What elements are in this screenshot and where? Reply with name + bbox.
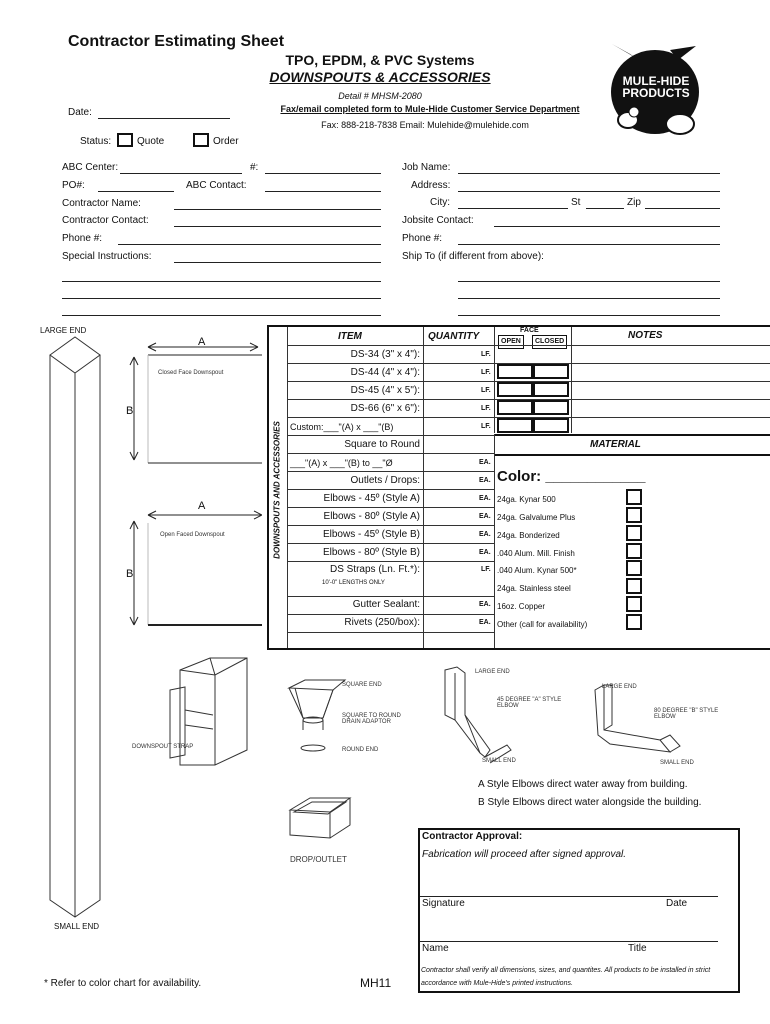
special-instructions-line-3[interactable] <box>62 298 381 299</box>
po-field[interactable] <box>98 191 174 192</box>
material-copper-checkbox[interactable] <box>626 596 642 612</box>
material-bonderized-checkbox[interactable] <box>626 525 642 541</box>
material-alum-mill-checkbox[interactable] <box>626 543 642 559</box>
contractor-name-label: Contractor Name: <box>62 198 141 209</box>
abc-center-field[interactable] <box>120 173 242 174</box>
city-field[interactable] <box>458 208 568 209</box>
row-unit-outlets: EA. <box>479 477 491 484</box>
form-code: MH11 <box>360 976 392 990</box>
row-item-ds44: DS-44 (4" x 4"): <box>350 367 420 378</box>
material-alum-kynar: .040 Alum. Kynar 500* <box>497 566 577 575</box>
material-other-checkbox[interactable] <box>626 614 642 630</box>
material-other: Other (call for availability) <box>497 620 588 629</box>
abc-contact-field[interactable] <box>265 191 381 192</box>
page-title: Contractor Estimating Sheet <box>68 33 285 50</box>
approval-disclaimer: Contractor shall verify all dimensions, sizes, and quantites. All products to be installed in strict accordance with Mule-Hide's printed instructions. <box>421 967 711 987</box>
downspout-strap-sketch <box>125 655 265 770</box>
detail-number: Detail # MHSM-2080 <box>338 91 422 101</box>
elbow-a-large-end: LARGE END <box>475 669 510 675</box>
row-unit-elbow45b: EA. <box>479 531 491 538</box>
dimension-a-label: A <box>198 336 206 348</box>
title-label: Title <box>628 943 647 954</box>
face-closed-ds45[interactable] <box>533 382 569 397</box>
side-label-box <box>264 390 290 590</box>
quote-label: Quote <box>137 136 165 147</box>
row-unit-custom: LF. <box>481 423 491 430</box>
dimension-b-label: B <box>126 405 134 417</box>
row-item-sealant: Gutter Sealant: <box>352 599 420 610</box>
elbow-b-name: 80 DEGREE "B" STYLE ELBOW <box>654 708 719 720</box>
table-divider <box>287 507 494 508</box>
footer-note: * Refer to color chart for availability. <box>44 978 202 989</box>
row-item-square-round-dims: ___"(A) x ___"(B) to __"Ø <box>290 458 393 468</box>
elbow-a-sketch <box>435 665 545 770</box>
row-unit-square-round: EA. <box>479 459 491 466</box>
zip-label: Zip <box>627 197 641 208</box>
logo-text-products: PRODUCTS <box>622 86 690 100</box>
row-item-custom: Custom:___"(A) x ___"(B) <box>290 422 394 432</box>
special-instructions-line-1[interactable] <box>174 262 381 263</box>
material-galvalume: 24ga. Galvalume Plus <box>497 513 576 522</box>
row-item-elbow45b: Elbows - 45º (Style B) <box>322 529 420 540</box>
table-divider <box>287 453 494 454</box>
phone2-label: Phone #: <box>402 233 443 244</box>
subtitle-systems: TPO, EPDM, & PVC Systems <box>285 52 475 68</box>
row-item-elbow45a: Elbows - 45º (Style A) <box>323 493 420 504</box>
side-vertical-label: DOWNSPOUTS AND ACCESSORIES <box>272 421 282 559</box>
ship-to-line-1[interactable] <box>458 281 720 282</box>
row-unit-elbow80a: EA. <box>479 513 491 520</box>
material-bonderized: 24ga. Bonderized <box>497 531 560 540</box>
quote-checkbox[interactable] <box>117 133 133 147</box>
address-label: Address: <box>411 180 451 191</box>
material-kynar-checkbox[interactable] <box>626 489 642 505</box>
signature-line[interactable] <box>420 896 718 897</box>
row-unit-ds34: LF. <box>481 351 491 358</box>
order-label: Order <box>213 136 239 147</box>
style-b-note: B Style Elbows direct water alongside the building. <box>478 797 702 808</box>
small-end-label: SMALL END <box>54 922 100 931</box>
downspout-strap-label: DOWNSPOUT STRAP <box>132 744 194 750</box>
elbow-b-large-end: LARGE END <box>602 684 637 690</box>
col-header-face: FACE <box>520 327 539 334</box>
face-closed-custom[interactable] <box>533 418 569 433</box>
table-divider <box>287 489 494 490</box>
row-unit-rivets: EA. <box>479 619 491 626</box>
large-end-label: LARGE END <box>40 326 87 335</box>
row-unit-ds66: LF. <box>481 405 491 412</box>
job-name-field[interactable] <box>458 173 720 174</box>
table-divider <box>494 434 495 454</box>
contractor-name-field[interactable] <box>174 209 381 210</box>
material-copper: 16oz. Copper <box>497 602 546 611</box>
face-closed-ds44[interactable] <box>533 364 569 379</box>
elbow-a-name: 45 DEGREE "A" STYLE ELBOW <box>497 697 562 709</box>
face-open-ds66[interactable] <box>497 400 533 415</box>
jobsite-contact-field[interactable] <box>494 226 720 227</box>
table-divider <box>494 434 770 436</box>
dimension-a2-label: A <box>198 500 206 512</box>
table-divider <box>494 454 495 648</box>
table-divider <box>287 596 494 597</box>
open-face-label: Open Faced Downspout <box>160 532 225 538</box>
col-header-closed: CLOSED <box>532 335 567 349</box>
zip-field[interactable] <box>645 208 720 209</box>
table-divider <box>287 345 770 346</box>
name-label: Name <box>422 943 449 954</box>
material-kynar: 24ga. Kynar 500 <box>497 495 556 504</box>
fax-instruction: Fax/email completed form to Mule-Hide Customer Service Department <box>280 104 580 114</box>
material-alum-kynar-checkbox[interactable] <box>626 560 642 576</box>
straps-note: 10'-0" LENGTHS ONLY <box>322 580 385 586</box>
mule-hide-logo <box>600 40 710 140</box>
ship-to-line-2[interactable] <box>458 298 720 299</box>
status-label: Status: <box>80 136 112 147</box>
square-to-round-label: SQUARE TO ROUND DRAIN ADAPTOR <box>342 713 401 725</box>
ship-to-line-3[interactable] <box>458 315 720 316</box>
city-label: City: <box>430 197 450 208</box>
contractor-contact-field[interactable] <box>174 226 381 227</box>
special-instructions-line-4[interactable] <box>62 315 381 316</box>
address-field[interactable] <box>458 191 720 192</box>
approval-date-label: Date <box>666 898 688 909</box>
col-header-notes: NOTES <box>628 330 663 341</box>
name-line[interactable] <box>420 941 718 942</box>
table-divider <box>287 525 494 526</box>
row-item-straps: DS Straps (Ln. Ft.*): <box>329 564 420 575</box>
face-open-ds44[interactable] <box>497 364 533 379</box>
elbow-b-small-end: SMALL END <box>660 760 694 766</box>
face-closed-ds66[interactable] <box>533 400 569 415</box>
closed-face-label: Closed Face Downspout <box>158 370 224 376</box>
state-field[interactable] <box>586 208 624 209</box>
row-item-elbow80b: Elbows - 80º (Style B) <box>322 547 420 558</box>
ship-to-label: Ship To (if different from above): <box>402 251 544 262</box>
row-unit-elbow80b: EA. <box>479 549 491 556</box>
dimension-b2-label: B <box>126 568 134 580</box>
row-unit-ds45: LF. <box>481 387 491 394</box>
table-divider <box>287 543 494 544</box>
row-item-elbow80a: Elbows - 80º (Style A) <box>323 511 420 522</box>
contractor-contact-label: Contractor Contact: <box>62 215 149 226</box>
face-open-custom[interactable] <box>497 418 533 433</box>
elbow-b-sketch <box>590 680 730 765</box>
subtitle-downspouts: DOWNSPOUTS & ACCESSORIES <box>269 69 491 85</box>
logo-text-mule: MULE-HIDE <box>622 74 690 88</box>
phone-label: Phone #: <box>62 233 103 244</box>
fax-contact: Fax: 888-218-7838 Email: Mulehide@mulehide.com <box>321 120 529 130</box>
table-divider <box>494 454 770 456</box>
table-divider <box>423 327 424 648</box>
material-header: MATERIAL <box>590 439 641 450</box>
col-header-item: ITEM <box>338 331 362 342</box>
state-label: St <box>571 197 581 208</box>
downspout-dimension-sketch <box>122 335 262 635</box>
face-open-ds45[interactable] <box>497 382 533 397</box>
phone2-field[interactable] <box>458 244 720 245</box>
number-field[interactable] <box>265 173 381 174</box>
drop-outlet-label: DROP/OUTLET <box>290 855 347 864</box>
order-checkbox[interactable] <box>193 133 209 147</box>
row-item-ds34: DS-34 (3" x 4"): <box>350 349 420 360</box>
col-header-open: OPEN <box>498 335 524 349</box>
material-stainless: 24ga. Stainless steel <box>497 584 571 593</box>
material-stainless-checkbox[interactable] <box>626 578 642 594</box>
special-instructions-line-2[interactable] <box>62 281 381 282</box>
col-header-quantity: QUANTITY <box>428 331 480 342</box>
table-divider <box>287 561 494 562</box>
round-end-label: ROUND END <box>342 747 379 753</box>
row-unit-straps: LF. <box>481 566 491 573</box>
material-galvalume-checkbox[interactable] <box>626 507 642 523</box>
drop-outlet-sketch <box>280 790 370 850</box>
downspout-tall-sketch <box>40 335 110 920</box>
row-item-ds66: DS-66 (6" x 6"): <box>350 403 420 414</box>
phone-field[interactable] <box>118 244 381 245</box>
row-unit-ds44: LF. <box>481 369 491 376</box>
row-unit-sealant: EA. <box>479 601 491 608</box>
elbow-a-small-end: SMALL END <box>482 758 516 764</box>
abc-center-label: ABC Center: <box>62 162 119 173</box>
material-alum-mill: .040 Alum. Mill. Finish <box>497 549 575 558</box>
style-a-note: A Style Elbows direct water away from building. <box>478 779 688 790</box>
row-item-outlets: Outlets / Drops: <box>350 475 420 486</box>
approval-subtitle: Fabrication will proceed after signed approval. <box>422 849 626 860</box>
row-unit-elbow45a: EA. <box>479 495 491 502</box>
table-divider <box>287 471 494 472</box>
row-item-square-round: Square to Round <box>344 439 420 450</box>
signature-label: Signature <box>422 898 465 909</box>
square-end-label: SQUARE END <box>342 682 382 688</box>
row-item-rivets: Rivets (250/box): <box>344 617 420 628</box>
date-field[interactable] <box>98 118 230 119</box>
row-item-ds45: DS-45 (4" x 5"): <box>350 385 420 396</box>
date-label: Date: <box>68 107 92 118</box>
table-divider <box>287 632 494 633</box>
approval-title: Contractor Approval: <box>422 831 523 842</box>
abc-contact-label: ABC Contact: <box>186 180 247 191</box>
number-label: #: <box>250 162 259 173</box>
po-label: PO#: <box>62 180 85 191</box>
special-instructions-label: Special Instructions: <box>62 251 152 262</box>
jobsite-contact-label: Jobsite Contact: <box>402 215 474 226</box>
job-name-label: Job Name: <box>402 162 451 173</box>
color-field[interactable]: Color: ____________ <box>497 468 646 485</box>
table-divider <box>287 614 494 615</box>
